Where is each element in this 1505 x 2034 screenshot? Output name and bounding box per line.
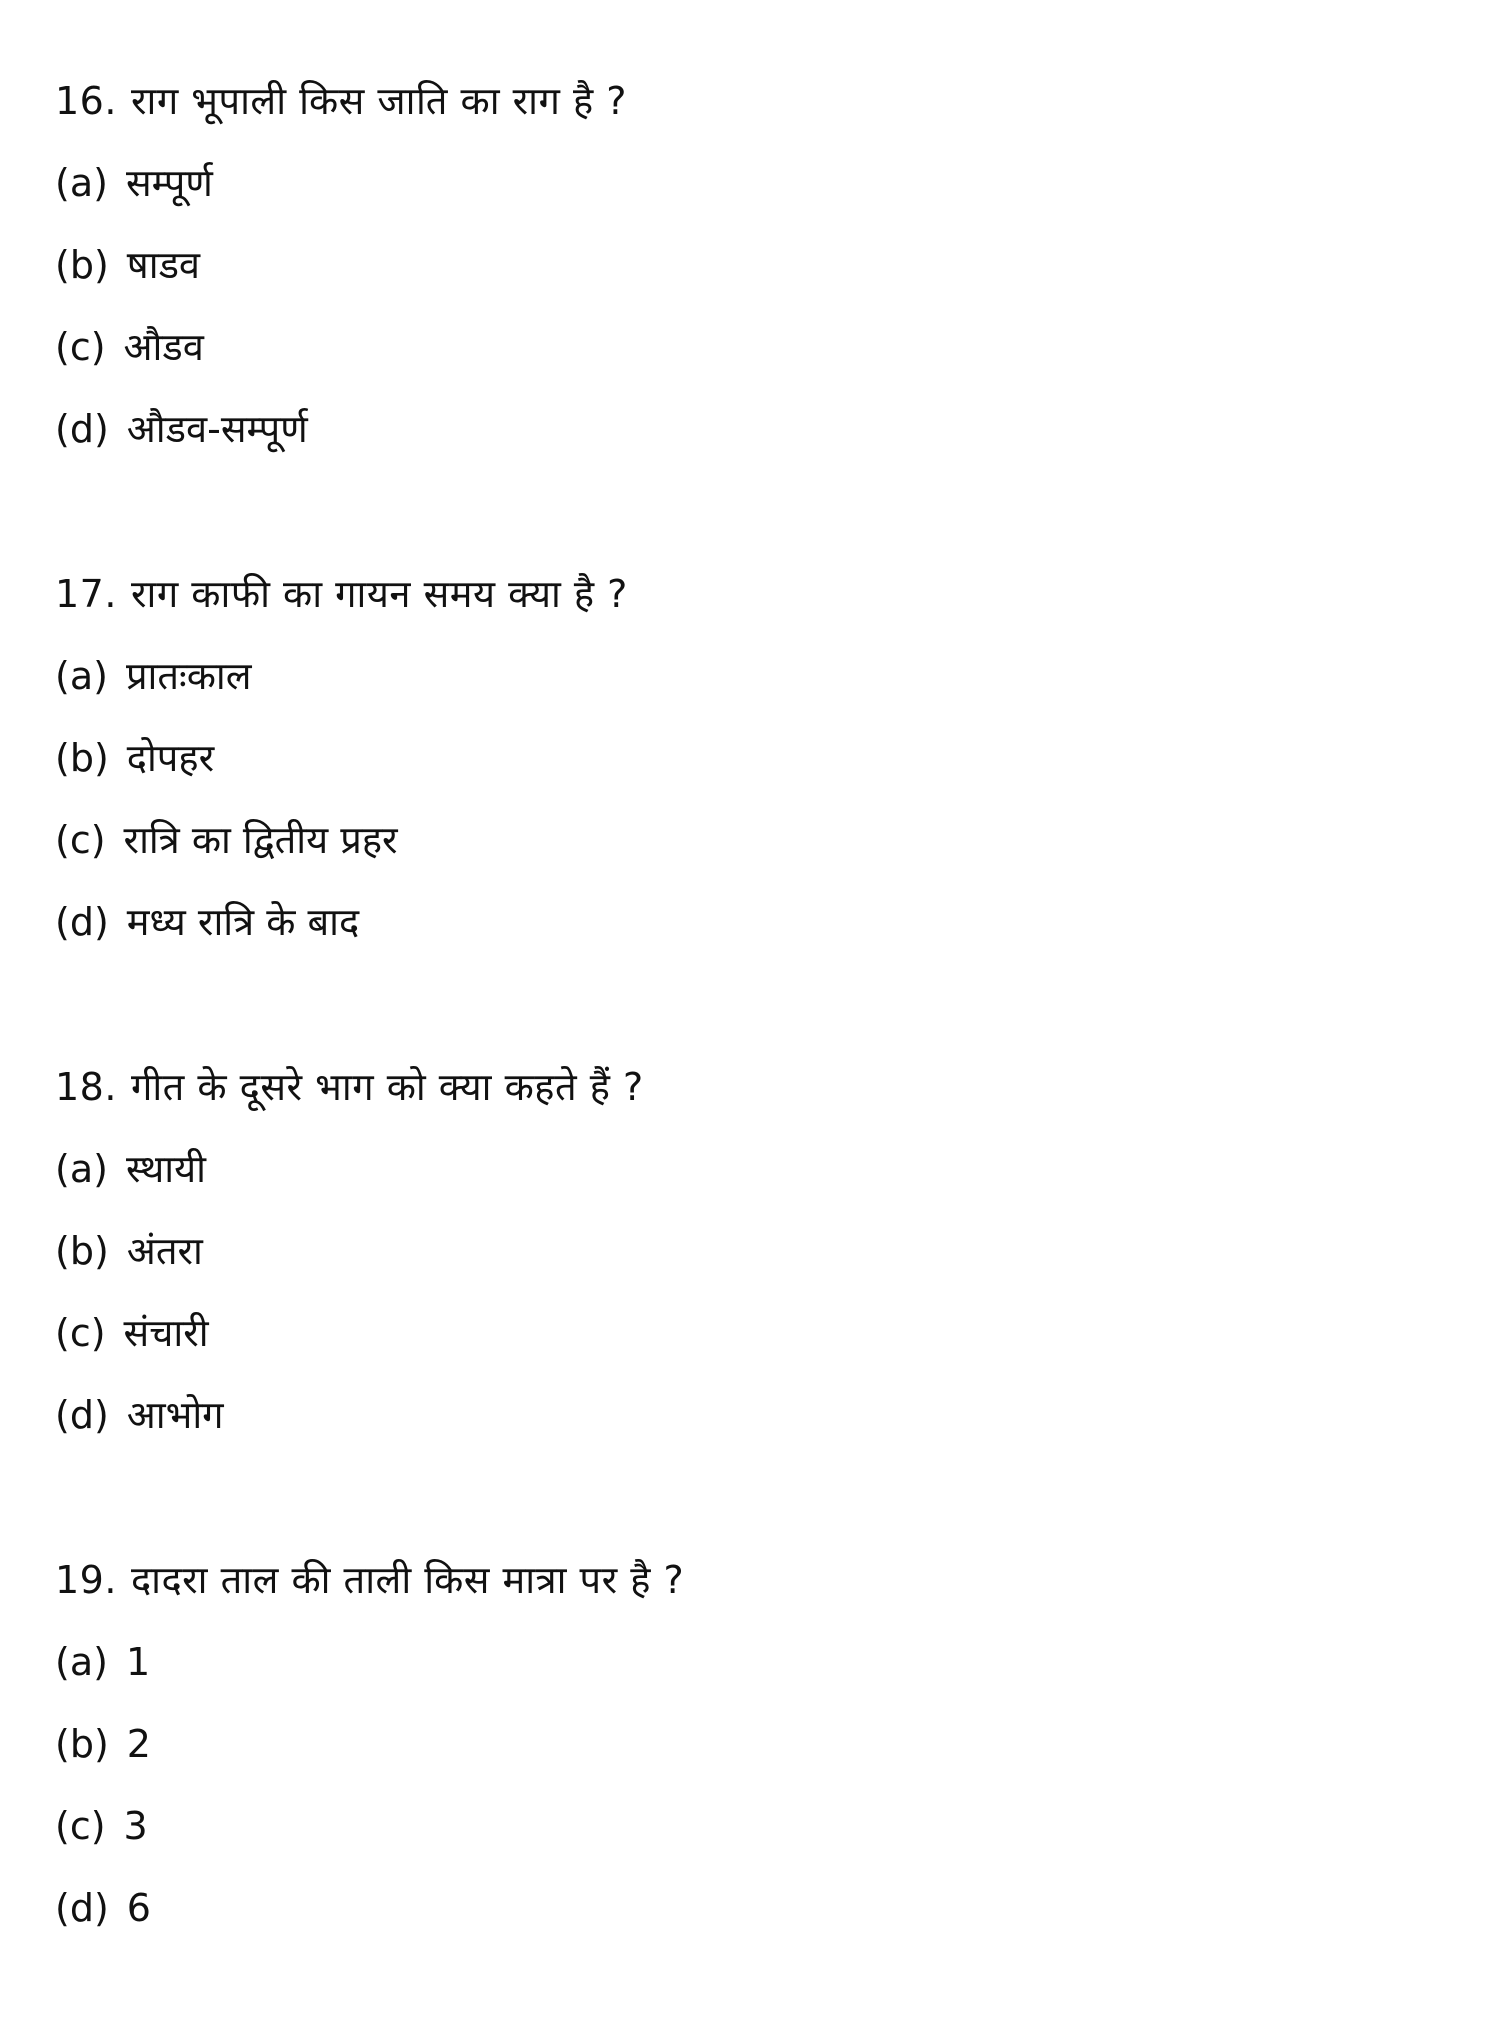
option-label: (b) bbox=[55, 1722, 109, 1766]
option-text: 6 bbox=[126, 1886, 151, 1930]
question-19 bbox=[55, 1539, 1455, 1949]
option-d bbox=[55, 388, 1455, 470]
option-a bbox=[55, 1128, 1455, 1210]
question-text bbox=[55, 1539, 1455, 1621]
option-c bbox=[55, 799, 1455, 881]
option-text: औडव-सम्पूर्ण bbox=[126, 407, 308, 451]
option-label: (c) bbox=[55, 325, 106, 369]
option-b bbox=[55, 717, 1455, 799]
option-d bbox=[55, 881, 1455, 963]
option-text: रात्रि का द्वितीय प्रहर bbox=[123, 818, 398, 862]
option-text: स्थायी bbox=[125, 1147, 206, 1191]
option-a bbox=[55, 1621, 1455, 1703]
option-text: अंतरा bbox=[126, 1229, 203, 1273]
question-number: 16. bbox=[55, 79, 117, 123]
option-text: दोपहर bbox=[126, 736, 215, 780]
option-c bbox=[55, 1785, 1455, 1867]
option-label: (b) bbox=[55, 736, 109, 780]
question-text bbox=[55, 60, 1455, 142]
option-label: (c) bbox=[55, 818, 106, 862]
question-stem: राग काफी का गायन समय क्या है ? bbox=[130, 572, 628, 616]
option-c bbox=[55, 306, 1455, 388]
option-text: आभोग bbox=[126, 1393, 224, 1437]
option-label: (b) bbox=[55, 1229, 109, 1273]
option-label: (a) bbox=[55, 1640, 108, 1684]
option-label: (a) bbox=[55, 1147, 108, 1191]
option-text: 3 bbox=[123, 1804, 148, 1848]
option-d bbox=[55, 1374, 1455, 1456]
option-label: (a) bbox=[55, 161, 108, 205]
option-text: षाडव bbox=[126, 243, 201, 287]
option-a bbox=[55, 142, 1455, 224]
question-number: 19. bbox=[55, 1558, 117, 1602]
option-label: (b) bbox=[55, 243, 109, 287]
question-text bbox=[55, 553, 1455, 635]
option-b bbox=[55, 224, 1455, 306]
option-text: औडव bbox=[123, 325, 204, 369]
option-b bbox=[55, 1703, 1455, 1785]
question-stem: राग भूपाली किस जाति का राग है ? bbox=[130, 79, 627, 123]
option-b bbox=[55, 1210, 1455, 1292]
question-18 bbox=[55, 1046, 1455, 1456]
option-text: 2 bbox=[126, 1722, 151, 1766]
option-text: प्रातःकाल bbox=[125, 654, 252, 698]
option-d bbox=[55, 1867, 1455, 1949]
option-text: मध्य रात्रि के बाद bbox=[126, 900, 360, 944]
question-stem: दादरा ताल की ताली किस मात्रा पर है ? bbox=[130, 1558, 685, 1602]
question-stem: गीत के दूसरे भाग को क्या कहते हैं ? bbox=[130, 1065, 644, 1109]
option-a bbox=[55, 635, 1455, 717]
option-label: (d) bbox=[55, 407, 109, 451]
option-label: (c) bbox=[55, 1311, 106, 1355]
option-label: (c) bbox=[55, 1804, 106, 1848]
question-16 bbox=[55, 60, 1455, 470]
question-text bbox=[55, 1046, 1455, 1128]
question-number: 18. bbox=[55, 1065, 117, 1109]
option-label: (d) bbox=[55, 900, 109, 944]
question-number: 17. bbox=[55, 572, 117, 616]
option-text: 1 bbox=[125, 1640, 151, 1684]
option-text: सम्पूर्ण bbox=[125, 161, 213, 205]
option-label: (d) bbox=[55, 1393, 109, 1437]
option-text: संचारी bbox=[123, 1311, 209, 1355]
option-c bbox=[55, 1292, 1455, 1374]
option-label: (d) bbox=[55, 1886, 109, 1930]
question-17 bbox=[55, 553, 1455, 963]
option-label: (a) bbox=[55, 654, 108, 698]
